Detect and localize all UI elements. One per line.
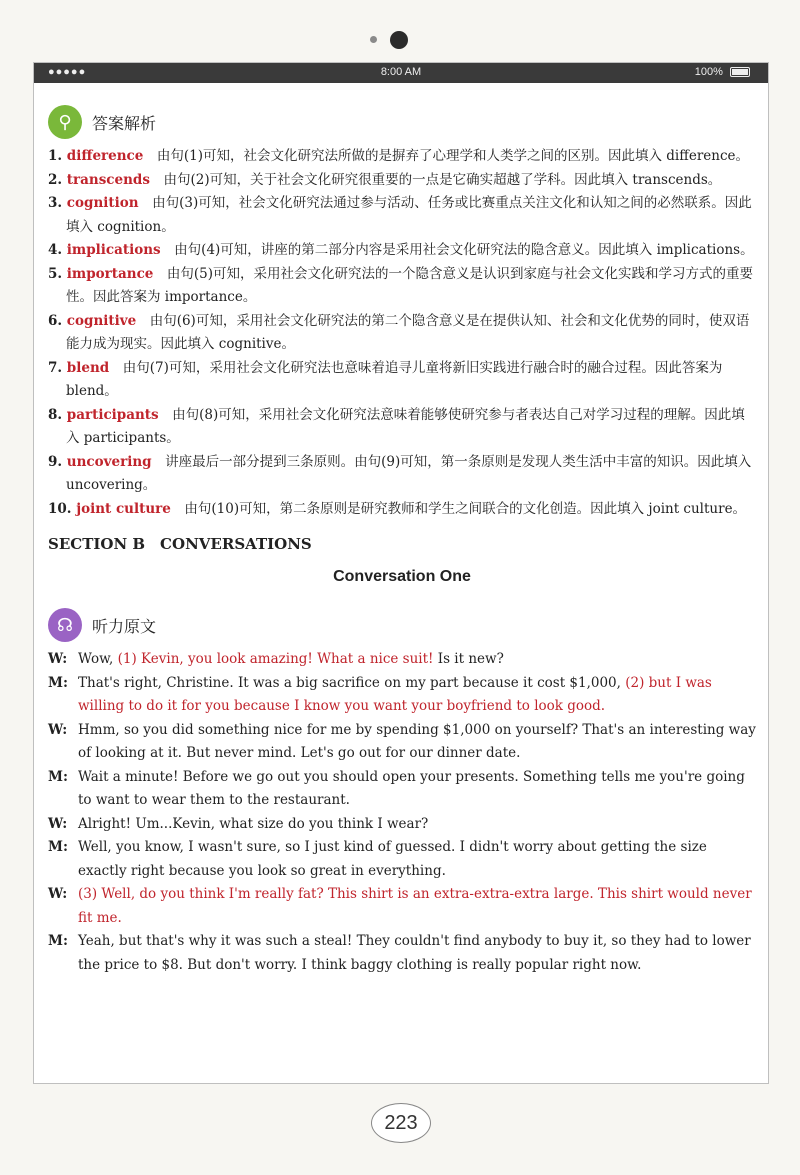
answer-explanation: 讲座最后一部分提到三条原则。由句(9)可知，第一条原则是发现人类生活中丰富的知识。因此填入 uncovering。 — [66, 453, 752, 493]
dialogue-text: Hmm, so you did something nice for me by spending $1,000 on yourself? That's an interesting way of looking at it. But never mind. Let's go out for our dinner date. — [78, 721, 756, 761]
speaker-label: M: — [48, 933, 68, 949]
answer-number: 7. — [48, 359, 67, 376]
answer-number: 10. — [48, 500, 77, 517]
dialogue-line — [48, 930, 756, 977]
battery-percent: 100% — [694, 66, 723, 78]
answers-title: 答案解析 — [92, 113, 157, 133]
status-bar — [34, 63, 768, 83]
dialogue-line — [48, 672, 756, 719]
dialogue-text: That's right, Christine. It was a big sacrifice on my part because it cost $1,000, — [78, 674, 626, 691]
answer-word: joint culture — [76, 500, 171, 517]
battery-indicator — [695, 66, 750, 78]
highlighted-answer-text: (1) Kevin, you look amazing! What a nice suit! — [117, 651, 434, 667]
answers-list — [48, 145, 756, 521]
answer-word: blend — [66, 359, 110, 376]
speaker-label: M: — [48, 768, 68, 785]
page-content — [48, 83, 756, 977]
answer-word: implications — [66, 242, 161, 258]
dialogue-text: Wow, — [78, 651, 118, 667]
answer-item — [48, 498, 756, 522]
answer-explanation: 由句(4)可知，讲座的第二部分内容是采用社会文化研究法的隐含意义。因此填入 implications。 — [160, 242, 754, 258]
transcript-header — [48, 608, 756, 642]
magnifier-icon: ⚲ — [48, 105, 82, 139]
speaker-label: W: — [48, 651, 68, 667]
answer-item — [48, 357, 756, 404]
speaker-label: W: — [48, 721, 68, 738]
transcript-title: 听力原文 — [92, 616, 157, 636]
signal-icon: ●●●●● — [48, 66, 87, 78]
answer-word: difference — [66, 148, 144, 164]
highlighted-answer-text: (2) but I was willing to do it for you because I know you want your boyfriend to look good. — [78, 674, 712, 714]
transcript-list — [48, 648, 756, 977]
answer-word: uncovering — [66, 453, 152, 470]
answer-explanation: 由句(7)可知，采用社会文化研究法也意味着追寻儿童将新旧实践进行融合时的融合过程。因此答案为 blend。 — [66, 359, 723, 399]
answer-number: 5. — [48, 265, 67, 282]
dialogue-text: Yeah, but that's why it was such a steal! They couldn't find anybody to buy it, so they had to lower the price to $8. But don't worry. I think baggy clothing is really popular right now. — [78, 933, 751, 973]
camera — [0, 30, 800, 50]
answer-number: 9. — [48, 453, 67, 470]
page-number: 223 — [371, 1103, 431, 1143]
answer-number: 6. — [48, 312, 67, 329]
speaker-label: M: — [48, 674, 68, 691]
answer-number: 2. — [48, 171, 67, 188]
answer-item — [48, 404, 756, 451]
camera-lens — [390, 31, 408, 49]
dialogue-line — [48, 719, 756, 766]
answer-item — [48, 310, 756, 357]
conversation-title: Conversation One — [333, 568, 471, 585]
answer-number: 4. — [48, 242, 67, 258]
answer-explanation: 由句(5)可知，采用社会文化研究法的一个隐含意义是认识到家庭与社会文化实践和学习方式的重要性。因此答案为 importance。 — [66, 265, 753, 305]
speaker-label: W: — [48, 886, 68, 902]
dialogue-line — [48, 766, 756, 813]
answer-number: 1. — [48, 148, 67, 164]
dialogue-line — [48, 648, 756, 672]
answer-item — [48, 145, 756, 169]
answers-header — [48, 105, 756, 139]
answer-item — [48, 192, 756, 239]
battery-icon — [730, 67, 750, 77]
device-screen — [33, 62, 769, 1084]
answer-word: transcends — [66, 171, 150, 188]
answer-number: 8. — [48, 406, 67, 423]
highlighted-answer-text: (3) Well, do you think I'm really fat? This shirt is an extra-extra-extra large. This shirt would never fit me. — [78, 886, 752, 926]
dialogue-text: Wait a minute! Before we go out you should open your presents. Something tells me you're going to want to wear them to the restaurant. — [78, 768, 745, 808]
answer-word: participants — [66, 406, 159, 423]
dialogue-line — [48, 883, 756, 930]
answer-explanation: 由句(1)可知，社会文化研究法所做的是摒弃了心理学和人类学之间的区别。因此填入 difference。 — [143, 148, 750, 164]
dialogue-line — [48, 813, 756, 837]
headphones-icon: ☊ — [48, 608, 82, 642]
speaker-label: M: — [48, 839, 68, 855]
answer-word: importance — [66, 265, 154, 282]
answer-item — [48, 263, 756, 310]
section-heading: SECTION B CONVERSATIONS — [48, 535, 312, 553]
dialogue-text: Alright! Um...Kevin, what size do you think I wear? — [78, 815, 429, 832]
answer-explanation: 由句(2)可知，关于社会文化研究很重要的一点是它确实超越了学科。因此填入 transcends。 — [149, 171, 722, 188]
answer-word: cognition — [66, 195, 139, 211]
dialogue-text: Well, you know, I wasn't sure, so I just kind of guessed. I didn't worry about getting the size exactly right because you look so great in everything. — [78, 839, 707, 879]
answer-word: cognitive — [66, 312, 137, 329]
answer-item — [48, 239, 756, 263]
dialogue-text: Is it new? — [433, 651, 504, 667]
answer-explanation: 由句(8)可知，采用社会文化研究法意味着能够使研究参与者表达自己对学习过程的理解。因此填入 participants。 — [66, 406, 745, 446]
answer-item — [48, 169, 756, 193]
answer-explanation: 由句(3)可知，社会文化研究法通过参与活动、任务或比赛重点关注文化和认知之间的必然联系。因此填入 cognition。 — [66, 195, 752, 235]
answer-number: 3. — [48, 195, 67, 211]
status-time: 8:00 AM — [380, 66, 422, 78]
answer-explanation: 由句(10)可知，第二条原则是研究教师和学生之间联合的文化创造。因此填入 joint culture。 — [170, 500, 747, 517]
answer-item — [48, 451, 756, 498]
dialogue-line — [48, 836, 756, 883]
sensor-dot — [370, 36, 377, 43]
answer-explanation: 由句(6)可知，采用社会文化研究法的第二个隐含意义是在提供认知、社会和文化优势的同时，使双语能力成为现实。因此填入 cognitive。 — [66, 312, 750, 352]
speaker-label: W: — [48, 815, 68, 832]
